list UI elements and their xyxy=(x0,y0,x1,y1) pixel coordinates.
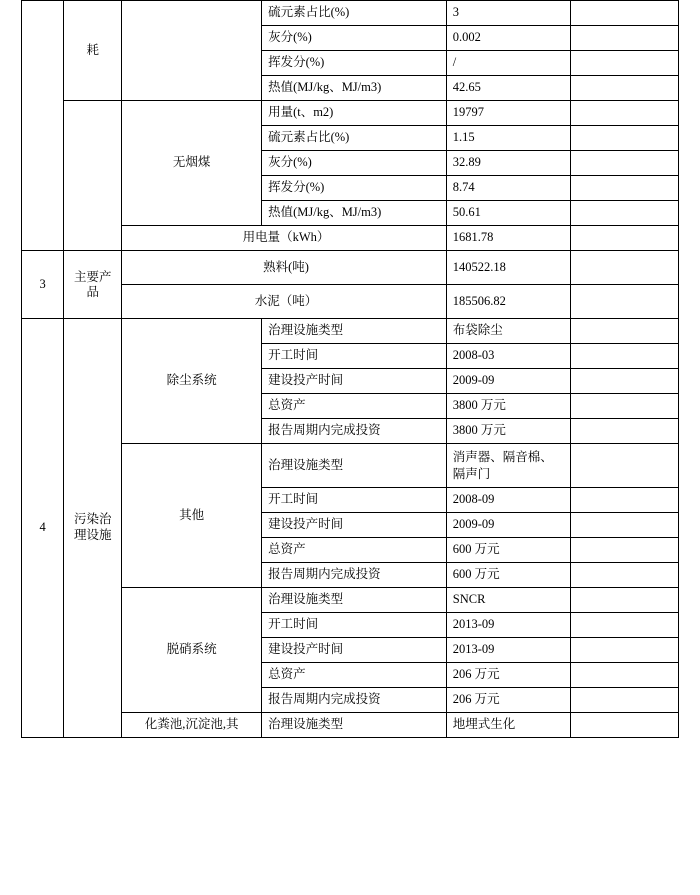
cell-subcategory-other: 其他 xyxy=(122,444,262,588)
cell-remark-10 xyxy=(570,226,678,251)
cell-item-total-assets-2: 总资产 xyxy=(262,538,447,563)
cell-value-calorific-2: 50.61 xyxy=(446,201,570,226)
cell-value-volatile-2: 8.74 xyxy=(446,176,570,201)
cell-item-volatile-1: 挥发分(%) xyxy=(262,51,447,76)
cell-remark-16 xyxy=(570,394,678,419)
cell-remark-25 xyxy=(570,638,678,663)
cell-item-usage: 用量(t、m2) xyxy=(262,101,447,126)
cell-remark-27 xyxy=(570,688,678,713)
cell-electricity-label: 用电量（kWh） xyxy=(122,226,447,251)
cell-remark-17 xyxy=(570,419,678,444)
cell-item-sulfur-ratio-1: 硫元素占比(%) xyxy=(262,1,447,26)
cell-item-facility-type-3: 治理设施类型 xyxy=(262,588,447,613)
table-row xyxy=(22,251,679,285)
cell-cement-label: 水泥（吨） xyxy=(122,285,447,319)
cell-item-facility-type-4: 治理设施类型 xyxy=(262,713,447,738)
cell-remark-14 xyxy=(570,344,678,369)
cell-value-total-assets-3: 206 万元 xyxy=(446,663,570,688)
cell-clinker-label: 熟料(吨) xyxy=(122,251,447,285)
cell-value-facility-type-2: 消声器、隔音棉、隔声门 xyxy=(446,444,570,488)
cell-value-period-investment-2: 600 万元 xyxy=(446,563,570,588)
cell-category-empty-coal xyxy=(64,101,122,251)
cell-item-start-1: 开工时间 xyxy=(262,344,447,369)
cell-remark-5 xyxy=(570,101,678,126)
cell-subcategory-anthracite: 无烟煤 xyxy=(122,101,262,226)
cell-value-period-investment-1: 3800 万元 xyxy=(446,419,570,444)
cell-remark-13 xyxy=(570,319,678,344)
cell-remark-26 xyxy=(570,663,678,688)
cell-value-facility-type-1: 布袋除尘 xyxy=(446,319,570,344)
cell-remark-9 xyxy=(570,201,678,226)
cell-item-ash-1: 灰分(%) xyxy=(262,26,447,51)
cell-item-ash-2: 灰分(%) xyxy=(262,151,447,176)
pollution-source-table xyxy=(21,0,679,738)
cell-value-commission-3: 2013-09 xyxy=(446,638,570,663)
cell-remark-28 xyxy=(570,713,678,738)
cell-value-commission-2: 2009-09 xyxy=(446,513,570,538)
cell-value-ash-2: 32.89 xyxy=(446,151,570,176)
cell-clinker-value: 140522.18 xyxy=(446,251,570,285)
cell-value-sulfur-1: 3 xyxy=(446,1,570,26)
cell-subcategory-dust-system: 除尘系统 xyxy=(122,319,262,444)
cell-remark-20 xyxy=(570,513,678,538)
cell-remark-6 xyxy=(570,126,678,151)
cell-value-start-1: 2008-03 xyxy=(446,344,570,369)
cell-item-period-investment-3: 报告周期内完成投资 xyxy=(262,688,447,713)
cell-item-start-2: 开工时间 xyxy=(262,488,447,513)
cell-item-period-investment-1: 报告周期内完成投资 xyxy=(262,419,447,444)
cell-remark-12 xyxy=(570,285,678,319)
cell-remark-15 xyxy=(570,369,678,394)
cell-item-total-assets-1: 总资产 xyxy=(262,394,447,419)
cell-remark-3 xyxy=(570,51,678,76)
cell-row-number-energy xyxy=(22,1,64,251)
cell-remark-24 xyxy=(570,613,678,638)
cell-remark-19 xyxy=(570,488,678,513)
cell-item-start-3: 开工时间 xyxy=(262,613,447,638)
cell-item-total-assets-3: 总资产 xyxy=(262,663,447,688)
cell-category-hao: 耗 xyxy=(64,1,122,101)
cell-item-commission-3: 建设投产时间 xyxy=(262,638,447,663)
cell-remark-2 xyxy=(570,26,678,51)
cell-value-calorific-1: 42.65 xyxy=(446,76,570,101)
cell-item-calorific-2: 热值(MJ/kg、MJ/m3) xyxy=(262,201,447,226)
cell-value-commission-1: 2009-09 xyxy=(446,369,570,394)
cell-item-facility-type-1: 治理设施类型 xyxy=(262,319,447,344)
cell-value-volatile-1: / xyxy=(446,51,570,76)
cell-remark-1 xyxy=(570,1,678,26)
cell-subcategory-denitrification: 脱硝系统 xyxy=(122,588,262,713)
cell-remark-18 xyxy=(570,444,678,488)
cell-item-volatile-2: 挥发分(%) xyxy=(262,176,447,201)
table-row xyxy=(22,101,679,126)
cell-subcategory-empty-fuel xyxy=(122,1,262,101)
cell-item-commission-2: 建设投产时间 xyxy=(262,513,447,538)
cell-subcategory-septic-tank: 化粪池,沉淀池,其 xyxy=(122,713,262,738)
cell-category-pollution-facilities: 污染治理设施 xyxy=(64,319,122,738)
cell-value-start-3: 2013-09 xyxy=(446,613,570,638)
cell-remark-11 xyxy=(570,251,678,285)
cell-remark-7 xyxy=(570,151,678,176)
table-row xyxy=(22,1,679,26)
cell-remark-8 xyxy=(570,176,678,201)
cell-remark-23 xyxy=(570,588,678,613)
cell-remark-22 xyxy=(570,563,678,588)
cell-item-sulfur-ratio-2: 硫元素占比(%) xyxy=(262,126,447,151)
cell-value-sulfur-2: 1.15 xyxy=(446,126,570,151)
cell-item-commission-1: 建设投产时间 xyxy=(262,369,447,394)
cell-value-facility-type-3: SNCR xyxy=(446,588,570,613)
cell-item-calorific-1: 热值(MJ/kg、MJ/m3) xyxy=(262,76,447,101)
cell-value-total-assets-1: 3800 万元 xyxy=(446,394,570,419)
cell-item-period-investment-2: 报告周期内完成投资 xyxy=(262,563,447,588)
cell-value-period-investment-3: 206 万元 xyxy=(446,688,570,713)
cell-value-usage: 19797 xyxy=(446,101,570,126)
cell-value-start-2: 2008-09 xyxy=(446,488,570,513)
cell-remark-4 xyxy=(570,76,678,101)
cell-value-total-assets-2: 600 万元 xyxy=(446,538,570,563)
cell-value-facility-type-4: 地埋式生化 xyxy=(446,713,570,738)
cell-row-number-3: 3 xyxy=(22,251,64,319)
cell-value-ash-1: 0.002 xyxy=(446,26,570,51)
cell-cement-value: 185506.82 xyxy=(446,285,570,319)
table-row xyxy=(22,319,679,344)
cell-item-facility-type-2: 治理设施类型 xyxy=(262,444,447,488)
cell-electricity-value: 1681.78 xyxy=(446,226,570,251)
cell-category-main-products: 主要产品 xyxy=(64,251,122,319)
cell-remark-21 xyxy=(570,538,678,563)
cell-row-number-4: 4 xyxy=(22,319,64,738)
